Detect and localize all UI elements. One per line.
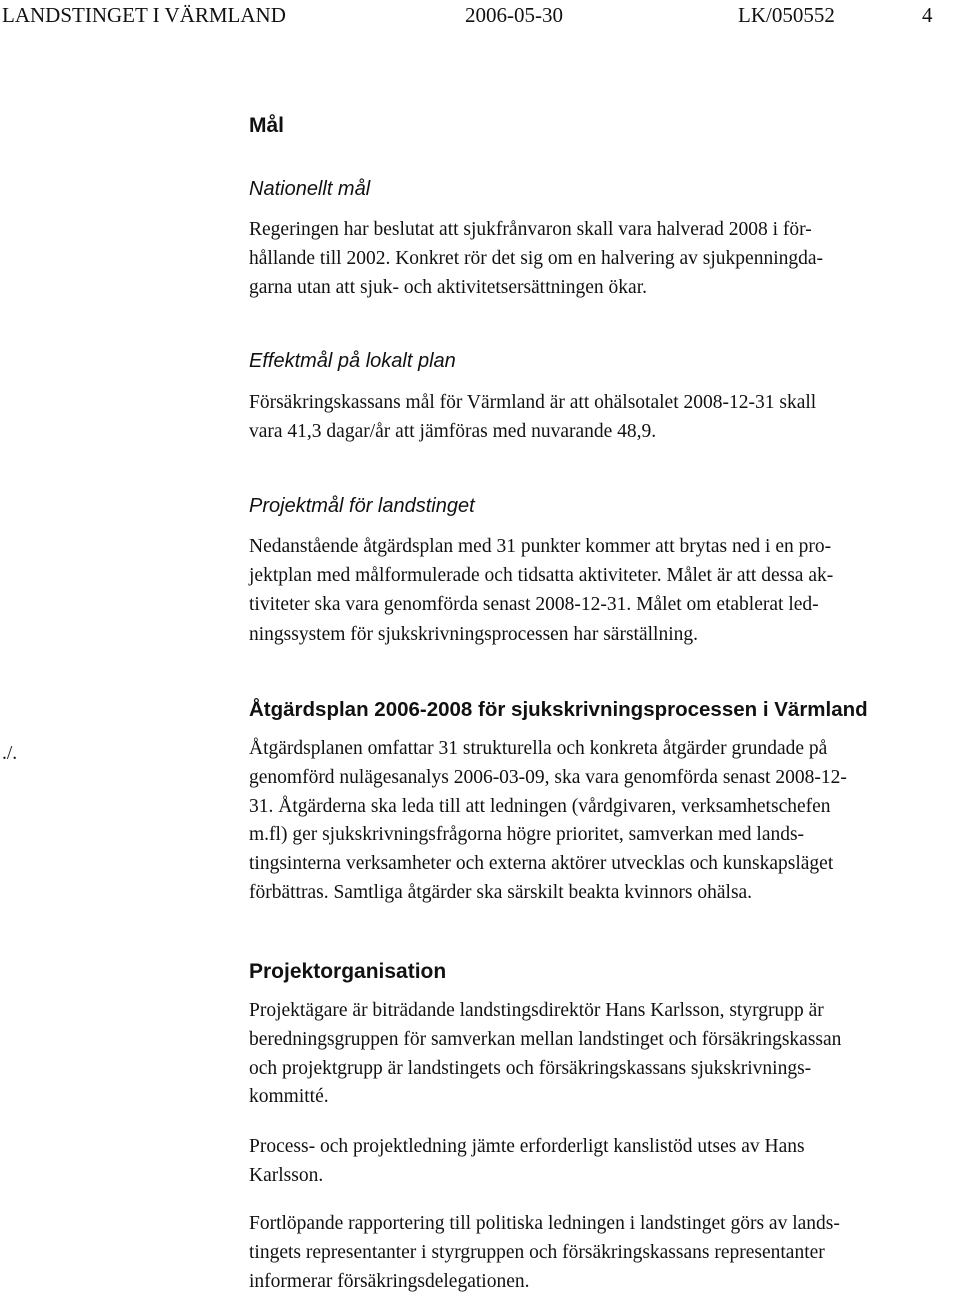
text-line: ningssystem för sjukskrivningsprocessen har särställning. [249, 623, 698, 645]
paragraph-projektmal [249, 532, 949, 649]
section-heading-atgardsplan: Åtgärdsplan 2006-2008 för sjukskrivningsprocessen i Värmland [249, 698, 868, 721]
header-organization: LANDSTINGET I VÄRMLAND [2, 3, 286, 27]
subheading-projektmal: Projektmål för landstinget [249, 495, 475, 517]
text-line: Regeringen har beslutat att sjukfrånvaron skall vara halverad 2008 i för- [249, 219, 812, 240]
paragraph-projektorganisation-2 [249, 1133, 949, 1191]
paragraph-effektmal [249, 388, 949, 446]
text-line: Process- och projektledning jämte erforderligt kanslistöd utses av Hans [249, 1136, 805, 1157]
section-heading-mal: Mål [249, 114, 285, 137]
text-line: genomförd nulägesanalys 2006-03-09, ska vara genomförda senast 2008-12- [249, 766, 847, 788]
text-line: Karlsson. [249, 1164, 324, 1186]
text-line: tingets representanter i styrgruppen och försäkringskassans representanter [249, 1241, 825, 1263]
text-line: 31. Åtgärderna ska leda till att ledningen (vårdgivaren, verksamhetschefen [249, 795, 831, 817]
text-line: vara 41,3 dagar/år att jämföras med nuvarande 48,9. [249, 421, 657, 443]
text-line: Fortlöpande rapportering till politiska ledningen i landstinget görs av lands- [249, 1213, 840, 1234]
paragraph-projektorganisation-3 [249, 1210, 949, 1296]
text-line: beredningsgruppen för samverkan mellan landstinget och försäkringskassan [249, 1028, 842, 1050]
text-line: jektplan med målformulerade och tidsatta aktiviteter. Målet är att dessa ak- [249, 565, 834, 587]
paragraph-nationellt-mal [249, 215, 949, 303]
text-line: förbättras. Samtliga åtgärder ska särskilt beakta kvinnors ohälsa. [249, 881, 753, 903]
paragraph-projektorganisation-1 [249, 997, 949, 1112]
text-line: kommitté. [249, 1086, 329, 1108]
margin-mark: ./. [2, 743, 18, 764]
text-line: tiviteter ska vara genomförda senast 2008-12-31. Målet om etablerat led- [249, 594, 819, 616]
text-line: Försäkringskassans mål för Värmland är att ohälsotalet 2008-12-31 skall [249, 392, 817, 413]
header-page-number: 4 [922, 3, 933, 27]
text-line: garna utan att sjuk- och aktivitetsersättningen ökar. [249, 277, 648, 299]
text-line: hållande till 2002. Konkret rör det sig om en halvering av sjukpenningda- [249, 248, 824, 270]
subheading-effektmal: Effektmål på lokalt plan [249, 350, 456, 372]
text-line: Projektägare är biträdande landstingsdirektör Hans Karlsson, styrgrupp är [249, 1000, 824, 1021]
subheading-nationellt-mal: Nationellt mål [249, 178, 371, 200]
text-line: Åtgärdsplanen omfattar 31 strukturella och konkreta åtgärder grundade på [249, 738, 828, 759]
header-reference: LK/050552 [738, 3, 835, 27]
section-heading-projektorganisation: Projektorganisation [249, 960, 447, 983]
text-line: Nedanstående åtgärdsplan med 31 punkter kommer att brytas ned i en pro- [249, 536, 832, 557]
text-line: och projektgrupp är landstingets och försäkringskassans sjukskrivnings- [249, 1057, 812, 1079]
header-date: 2006-05-30 [465, 3, 563, 27]
text-line: m.fl) ger sjukskrivningsfrågorna högre prioritet, samverkan med lands- [249, 824, 805, 846]
text-line: tingsinterna verksamheter och externa aktörer utvecklas och kunskapsläget [249, 853, 834, 875]
paragraph-atgardsplan [249, 735, 949, 908]
text-line: informerar försäkringsdelegationen. [249, 1270, 530, 1292]
